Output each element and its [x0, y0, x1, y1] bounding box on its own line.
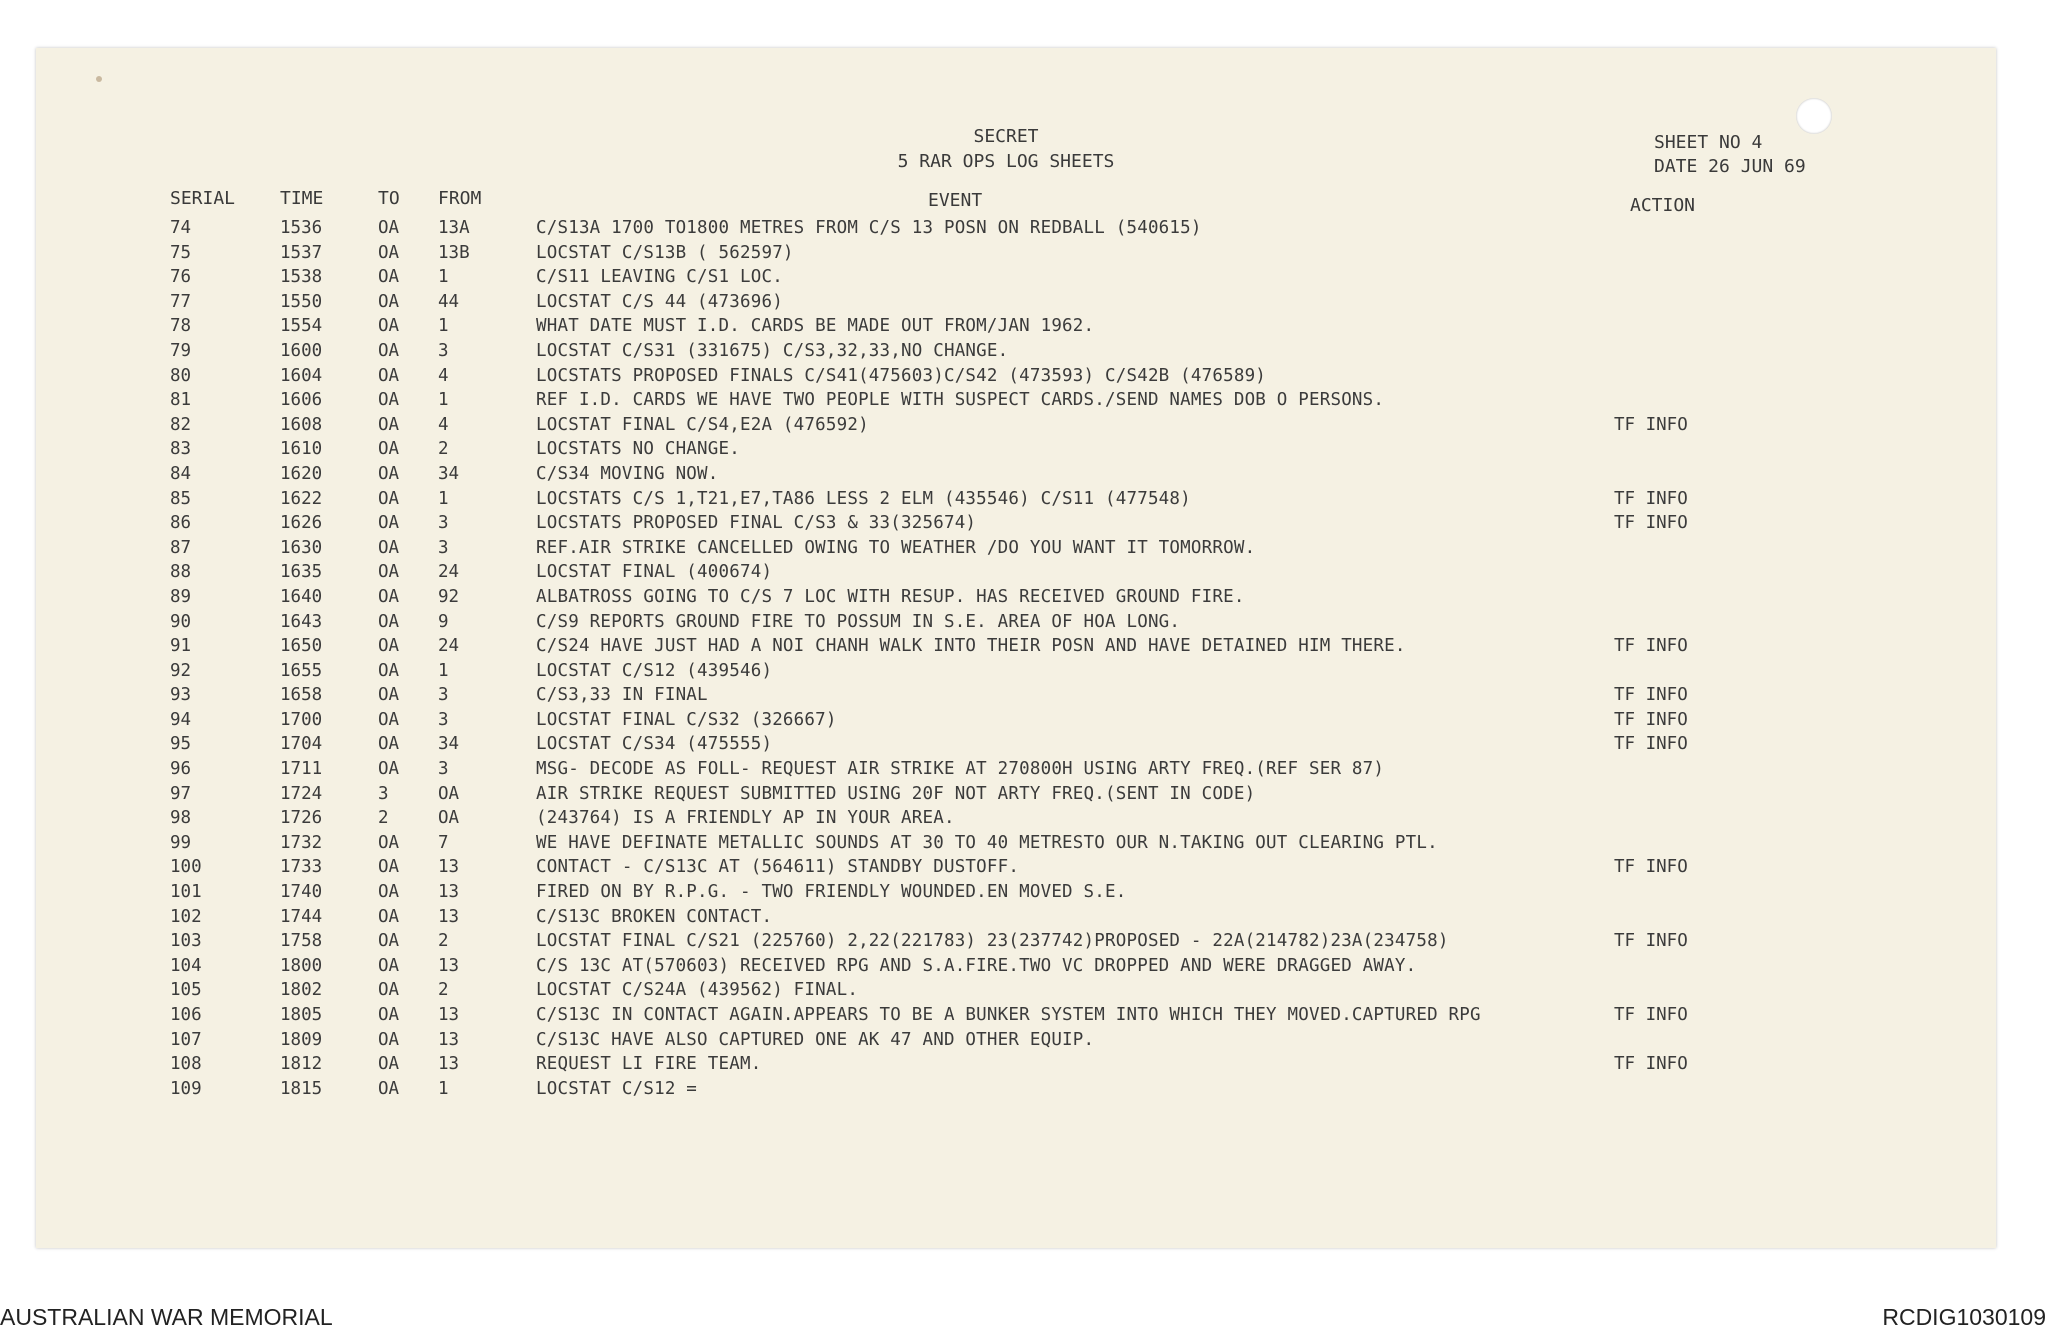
row-event: C/S13C HAVE ALSO CAPTURED ONE AK 47 AND OTHER EQUIP. [536, 1029, 1095, 1050]
row-time: 1658 [280, 685, 323, 706]
row-from: 13 [438, 882, 460, 903]
row-from: 13 [438, 1054, 460, 1075]
row-serial: 107 [170, 1029, 202, 1050]
row-time: 1537 [280, 242, 323, 263]
row-from: 4 [438, 365, 449, 386]
row-action: TF INFO [1614, 414, 1688, 435]
row-serial: 90 [170, 611, 192, 632]
row-event: LOCSTAT C/S34 (475555) [536, 734, 773, 755]
row-time: 1700 [280, 709, 323, 730]
row-serial: 101 [170, 882, 202, 903]
log-entry-row [36, 634, 1996, 659]
row-serial: 75 [170, 242, 192, 263]
row-event: C/S3,33 IN FINAL [536, 685, 708, 706]
row-time: 1724 [280, 783, 323, 804]
row-time: 1711 [280, 759, 323, 780]
row-time: 1726 [280, 808, 323, 829]
row-serial: 78 [170, 316, 192, 337]
log-entry-row [36, 1077, 1996, 1102]
row-event: LOCSTAT FINAL C/S4,E2A (476592) [536, 414, 869, 435]
row-from: 3 [438, 685, 449, 706]
row-event: LOCSTATS PROPOSED FINALS C/S41(475603)C/S42 (473593) C/S42B (476589) [536, 365, 1267, 386]
row-event: WHAT DATE MUST I.D. CARDS BE MADE OUT FROM/JAN 1962. [536, 316, 1095, 337]
row-serial: 79 [170, 340, 192, 361]
row-event: LOCSTAT FINAL (400674) [536, 562, 773, 583]
sheet-date: DATE 26 JUN 69 [1654, 156, 1806, 177]
row-from: 13A [438, 218, 470, 238]
row-to: OA [378, 537, 400, 558]
log-entry-row [36, 806, 1996, 831]
log-entry-row [36, 880, 1996, 905]
row-time: 1800 [280, 955, 323, 976]
row-to: OA [378, 513, 400, 534]
column-header-to: TO [378, 188, 400, 209]
row-time: 1733 [280, 857, 323, 878]
row-action: TF INFO [1614, 931, 1688, 952]
row-to: OA [378, 291, 400, 312]
row-time: 1620 [280, 463, 323, 484]
row-from: 2 [438, 439, 449, 460]
row-event: C/S13A 1700 TO1800 METRES FROM C/S 13 POSN ON REDBALL (540615) [536, 218, 1202, 238]
row-event: (243764) IS A FRIENDLY AP IN YOUR AREA. [536, 808, 955, 829]
row-serial: 80 [170, 365, 192, 386]
row-time: 1640 [280, 586, 323, 607]
row-to: OA [378, 267, 400, 288]
row-action: TF INFO [1614, 513, 1688, 534]
row-to: OA [378, 1005, 400, 1025]
row-from: 34 [438, 734, 460, 755]
row-serial: 103 [170, 931, 202, 952]
row-from: 13B [438, 242, 470, 263]
row-to: OA [378, 906, 400, 927]
row-time: 1536 [280, 218, 323, 238]
row-action: TF INFO [1614, 857, 1688, 878]
row-time: 1732 [280, 832, 323, 853]
column-header-action: ACTION [1630, 195, 1696, 216]
row-time: 1815 [280, 1078, 323, 1099]
row-event: ALBATROSS GOING TO C/S 7 LOC WITH RESUP. HAS RECEIVED GROUND FIRE. [536, 586, 1245, 607]
sheet-number: SHEET NO 4 [1654, 132, 1763, 153]
row-time: 1608 [280, 414, 323, 435]
row-event: REF I.D. CARDS WE HAVE TWO PEOPLE WITH SUSPECT CARDS./SEND NAMES DOB O PERSONS. [536, 390, 1385, 411]
log-entry-row [36, 831, 1996, 856]
log-entry-row [36, 954, 1996, 979]
row-to: OA [378, 439, 400, 460]
row-from: 7 [438, 832, 449, 853]
row-event: LOCSTAT FINAL C/S21 (225760) 2,22(221783) 23(237742)PROPOSED - 22A(214782)23A(234758) [536, 931, 1449, 952]
log-entry-row [36, 560, 1996, 585]
log-entry-row [36, 585, 1996, 610]
row-from: 13 [438, 857, 460, 878]
row-to: 3 [378, 783, 389, 804]
paper-speck [96, 76, 102, 82]
row-to: OA [378, 488, 400, 509]
row-from: 24 [438, 636, 460, 657]
row-time: 1604 [280, 365, 323, 386]
log-entry-row [36, 905, 1996, 930]
row-to: OA [378, 218, 400, 238]
log-entry-row [36, 855, 1996, 880]
row-time: 1740 [280, 882, 323, 903]
row-event: LOCSTAT FINAL C/S32 (326667) [536, 709, 837, 730]
row-from: 44 [438, 291, 460, 312]
row-action: TF INFO [1614, 488, 1688, 509]
row-from: 3 [438, 340, 449, 361]
row-from: 1 [438, 390, 449, 411]
footer-reference-id: RCDIG1030109 [1882, 1304, 2046, 1330]
log-entry-row [36, 413, 1996, 438]
row-event: LOCSTAT C/S 44 (473696) [536, 291, 783, 312]
log-entry-row [36, 265, 1996, 290]
row-from: 2 [438, 931, 449, 952]
row-serial: 76 [170, 267, 192, 288]
row-time: 1809 [280, 1029, 323, 1050]
row-time: 1630 [280, 537, 323, 558]
log-entry-row [36, 757, 1996, 782]
row-to: OA [378, 1054, 400, 1075]
log-entry-row [36, 978, 1996, 1003]
row-serial: 100 [170, 857, 202, 878]
column-header-event: EVENT [928, 190, 983, 211]
row-serial: 102 [170, 906, 202, 927]
row-time: 1802 [280, 980, 323, 1001]
row-serial: 85 [170, 488, 192, 509]
log-entry-row [36, 314, 1996, 339]
row-serial: 81 [170, 390, 192, 411]
row-serial: 82 [170, 414, 192, 435]
row-serial: 98 [170, 808, 192, 829]
row-action: TF INFO [1614, 1005, 1688, 1025]
column-header-serial: SERIAL [170, 188, 236, 209]
log-entry-row [36, 782, 1996, 807]
row-time: 1554 [280, 316, 323, 337]
row-to: OA [378, 931, 400, 952]
row-event: C/S13C IN CONTACT AGAIN.APPEARS TO BE A BUNKER SYSTEM INTO WHICH THEY MOVED.CAPTURED RPG [536, 1005, 1481, 1025]
row-from: 3 [438, 709, 449, 730]
log-entry-row [36, 216, 1996, 241]
row-from: 4 [438, 414, 449, 435]
column-header-time: TIME [280, 188, 324, 209]
row-time: 1643 [280, 611, 323, 632]
log-entry-row [36, 708, 1996, 733]
log-entry-row [36, 1003, 1996, 1028]
log-entry-row [36, 388, 1996, 413]
row-to: OA [378, 562, 400, 583]
row-serial: 83 [170, 439, 192, 460]
row-serial: 99 [170, 832, 192, 853]
row-serial: 96 [170, 759, 192, 780]
row-time: 1635 [280, 562, 323, 583]
row-serial: 87 [170, 537, 192, 558]
log-entry-row [36, 487, 1996, 512]
row-action: TF INFO [1614, 709, 1688, 730]
row-time: 1626 [280, 513, 323, 534]
column-header-from: FROM [438, 188, 482, 209]
row-event: C/S11 LEAVING C/S1 LOC. [536, 267, 783, 288]
row-to: OA [378, 882, 400, 903]
row-to: 2 [378, 808, 389, 829]
row-from: 1 [438, 660, 449, 681]
row-event: CONTACT - C/S13C AT (564611) STANDBY DUSTOFF. [536, 857, 1020, 878]
log-entry-row [36, 732, 1996, 757]
row-event: LOCSTATS NO CHANGE. [536, 439, 740, 460]
row-to: OA [378, 660, 400, 681]
row-event: LOCSTAT C/S12 (439546) [536, 660, 773, 681]
log-table [36, 216, 1996, 1101]
log-entry-row [36, 683, 1996, 708]
row-to: OA [378, 1029, 400, 1050]
row-from: 13 [438, 955, 460, 976]
row-serial: 86 [170, 513, 192, 534]
row-time: 1805 [280, 1005, 323, 1025]
log-entry-row [36, 659, 1996, 684]
row-from: 3 [438, 537, 449, 558]
row-time: 1650 [280, 636, 323, 657]
row-event: LOCSTAT C/S24A (439562) FINAL. [536, 980, 859, 1001]
row-from: 2 [438, 980, 449, 1001]
row-from: 3 [438, 513, 449, 534]
row-time: 1744 [280, 906, 323, 927]
row-action: TF INFO [1614, 1054, 1688, 1075]
log-entry-row [36, 364, 1996, 389]
row-to: OA [378, 857, 400, 878]
row-from: 13 [438, 906, 460, 927]
row-event: LOCSTAT C/S12 = [536, 1078, 698, 1099]
row-event: MSG- DECODE AS FOLL- REQUEST AIR STRIKE AT 270800H USING ARTY FREQ.(REF SER 87) [536, 759, 1385, 780]
row-to: OA [378, 636, 400, 657]
row-from: OA [438, 808, 460, 829]
row-from: 9 [438, 611, 449, 632]
log-entry-row [36, 610, 1996, 635]
row-time: 1655 [280, 660, 323, 681]
row-serial: 84 [170, 463, 192, 484]
row-serial: 95 [170, 734, 192, 755]
log-entry-row [36, 241, 1996, 266]
row-time: 1610 [280, 439, 323, 460]
row-event: REF.AIR STRIKE CANCELLED OWING TO WEATHER /DO YOU WANT IT TOMORROW. [536, 537, 1256, 558]
row-event: C/S13C BROKEN CONTACT. [536, 906, 773, 927]
row-serial: 89 [170, 586, 192, 607]
row-event: LOCSTAT C/S13B ( 562597) [536, 242, 794, 263]
row-serial: 109 [170, 1078, 202, 1099]
row-to: OA [378, 242, 400, 263]
log-entry-row [36, 1052, 1996, 1077]
row-event: WE HAVE DEFINATE METALLIC SOUNDS AT 30 TO 40 METRESTO OUR N.TAKING OUT CLEARING PTL. [536, 832, 1438, 853]
row-from: 13 [438, 1029, 460, 1050]
row-event: LOCSTATS C/S 1,T21,E7,TA86 LESS 2 ELM (435546) C/S11 (477548) [536, 488, 1191, 509]
row-time: 1622 [280, 488, 323, 509]
row-event: LOCSTATS PROPOSED FINAL C/S3 & 33(325674) [536, 513, 977, 534]
row-time: 1550 [280, 291, 323, 312]
row-to: OA [378, 414, 400, 435]
row-event: FIRED ON BY R.P.G. - TWO FRIENDLY WOUNDED.EN MOVED S.E. [536, 882, 1127, 903]
log-entry-row [36, 339, 1996, 364]
row-time: 1758 [280, 931, 323, 952]
row-time: 1538 [280, 267, 323, 288]
row-action: TF INFO [1614, 685, 1688, 706]
row-action: TF INFO [1614, 734, 1688, 755]
row-to: OA [378, 734, 400, 755]
row-to: OA [378, 980, 400, 1001]
row-to: OA [378, 586, 400, 607]
row-serial: 106 [170, 1005, 202, 1025]
log-entry-row [36, 437, 1996, 462]
row-serial: 104 [170, 955, 202, 976]
row-from: OA [438, 783, 460, 804]
log-entry-row [36, 1028, 1996, 1053]
row-from: 1 [438, 316, 449, 337]
row-from: 1 [438, 267, 449, 288]
row-to: OA [378, 685, 400, 706]
row-event: REQUEST LI FIRE TEAM. [536, 1054, 762, 1075]
row-event: LOCSTAT C/S31 (331675) C/S3,32,33,NO CHANGE. [536, 340, 1009, 361]
document-title: 5 RAR OPS LOG SHEETS [897, 151, 1115, 172]
row-serial: 91 [170, 636, 192, 657]
log-sheet-paper [36, 48, 1996, 1248]
row-to: OA [378, 709, 400, 730]
log-entry-row [36, 462, 1996, 487]
row-serial: 74 [170, 218, 192, 238]
row-time: 1600 [280, 340, 323, 361]
row-from: 1 [438, 1078, 449, 1099]
row-to: OA [378, 390, 400, 411]
footer-institution: AUSTRALIAN WAR MEMORIAL [0, 1304, 333, 1330]
row-from: 92 [438, 586, 460, 607]
row-event: C/S34 MOVING NOW. [536, 463, 719, 484]
classification-label: SECRET [973, 126, 1039, 147]
row-to: OA [378, 759, 400, 780]
row-serial: 97 [170, 783, 192, 804]
log-entry-row [36, 511, 1996, 536]
row-to: OA [378, 955, 400, 976]
row-event: C/S 13C AT(570603) RECEIVED RPG AND S.A.FIRE.TWO VC DROPPED AND WERE DRAGGED AWAY. [536, 955, 1417, 976]
row-from: 3 [438, 759, 449, 780]
row-event: C/S9 REPORTS GROUND FIRE TO POSSUM IN S.E. AREA OF HOA LONG. [536, 611, 1181, 632]
row-serial: 92 [170, 660, 192, 681]
row-to: OA [378, 340, 400, 361]
log-entry-row [36, 290, 1996, 315]
log-entry-row [36, 929, 1996, 954]
row-to: OA [378, 611, 400, 632]
row-from: 34 [438, 463, 460, 484]
row-from: 13 [438, 1005, 460, 1025]
row-serial: 77 [170, 291, 192, 312]
row-from: 1 [438, 488, 449, 509]
row-action: TF INFO [1614, 636, 1688, 657]
row-from: 24 [438, 562, 460, 583]
row-to: OA [378, 365, 400, 386]
log-entry-row [36, 536, 1996, 561]
row-to: OA [378, 832, 400, 853]
row-event: AIR STRIKE REQUEST SUBMITTED USING 20F NOT ARTY FREQ.(SENT IN CODE) [536, 783, 1256, 804]
punch-hole [1796, 98, 1832, 134]
row-to: OA [378, 1078, 400, 1099]
row-serial: 94 [170, 709, 192, 730]
row-to: OA [378, 463, 400, 484]
row-serial: 93 [170, 685, 192, 706]
row-event: C/S24 HAVE JUST HAD A NOI CHANH WALK INTO THEIR POSN AND HAVE DETAINED HIM THERE. [536, 636, 1406, 657]
row-time: 1704 [280, 734, 323, 755]
row-time: 1606 [280, 390, 323, 411]
row-serial: 108 [170, 1054, 202, 1075]
row-to: OA [378, 316, 400, 337]
row-serial: 105 [170, 980, 202, 1001]
row-serial: 88 [170, 562, 192, 583]
row-time: 1812 [280, 1054, 323, 1075]
